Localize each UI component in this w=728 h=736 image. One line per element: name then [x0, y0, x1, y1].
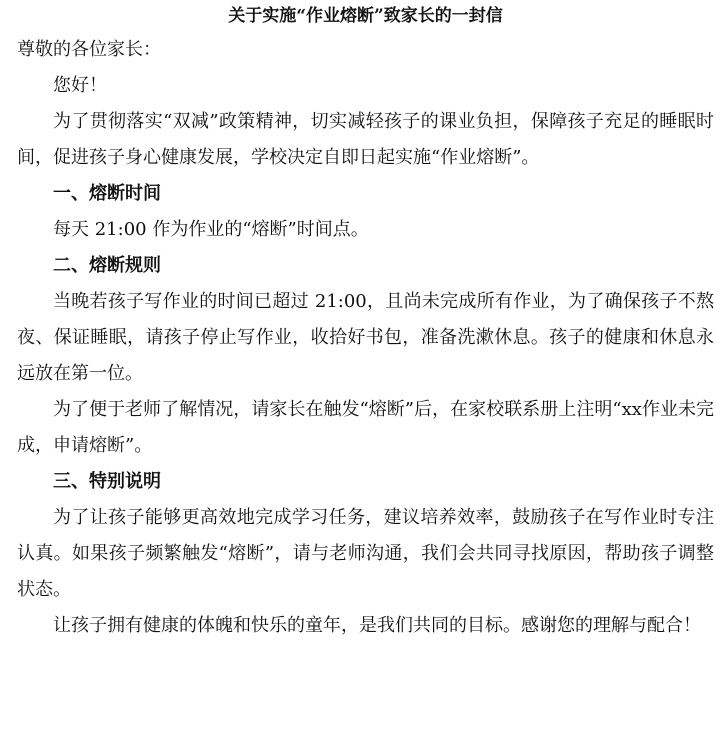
salutation: 尊敬的各位家长：	[17, 39, 161, 60]
section-3-heading: 三、特别说明	[53, 471, 161, 492]
greeting: 您好！	[53, 75, 107, 96]
section-2-body-2: 为了便于老师了解情况，请家长在触发“熔断”后，在家校联系册上注明“xx作业未完成，申请熔断”。	[17, 399, 714, 456]
section-1-body: 每天 21:00 作为作业的“熔断”时间点。	[53, 219, 369, 240]
letter-title: 关于实施“作业熔断”致家长的一封信	[228, 6, 503, 26]
section-3-body-1: 为了让孩子能够更高效地完成学习任务，建议培养效率，鼓励孩子在写作业时专注认真。如果孩子频繁触发“熔断”，请与老师沟通，我们会共同寻找原因，帮助孩子调整状态。	[17, 507, 714, 600]
section-1-heading: 一、熔断时间	[53, 183, 161, 204]
closing-paragraph: 让孩子拥有健康的体魄和快乐的童年，是我们共同的目标。感谢您的理解与配合！	[53, 615, 701, 636]
section-2-body-1: 当晚若孩子写作业的时间已超过 21:00，且尚未完成所有作业，为了确保孩子不熬夜、保证睡眠，请孩子停止写作业，收拾好书包，准备洗漱休息。孩子的健康和休息永远放在第一位。	[17, 291, 714, 384]
section-2-heading: 二、熔断规则	[53, 255, 161, 276]
intro-paragraph: 为了贯彻落实“双减”政策精神，切实减轻孩子的课业负担，保障孩子充足的睡眠时间，促进孩子身心健康发展，学校决定自即日起实施“作业熔断”。	[17, 111, 714, 168]
